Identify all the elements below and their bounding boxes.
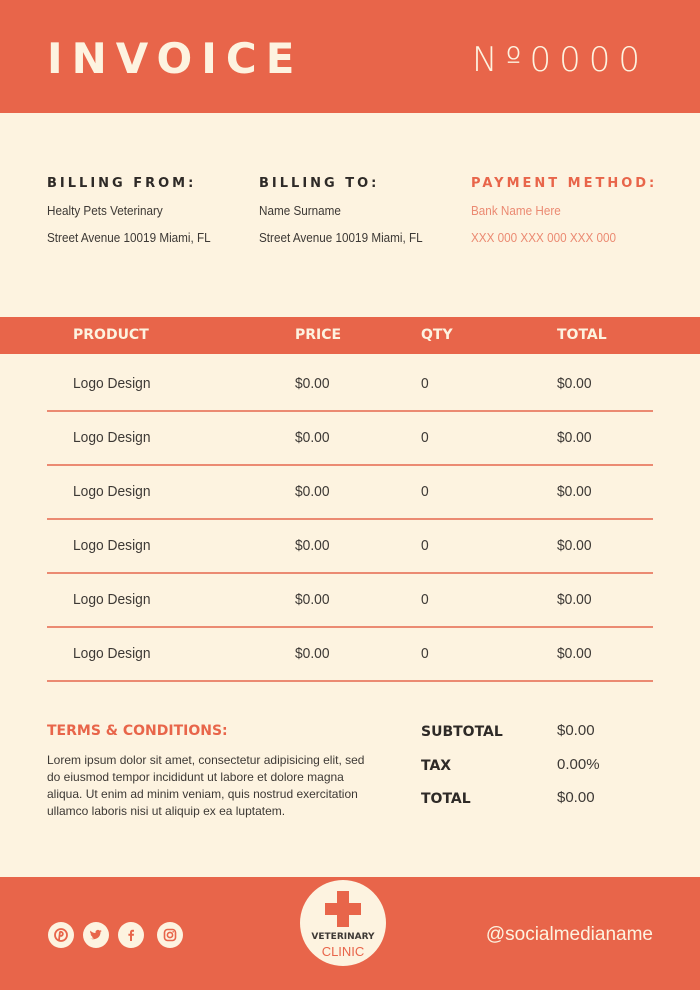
table-row [47, 358, 653, 412]
invoice-number: Nº0000 [472, 40, 648, 80]
instagram-icon[interactable] [157, 922, 183, 948]
pinterest-icon[interactable] [48, 922, 74, 948]
price-cell: $0.00 [295, 483, 330, 500]
qty-cell: 0 [421, 537, 429, 554]
price-cell: $0.00 [295, 375, 330, 392]
terms-text: Lorem ipsum dolor sit amet, consectetur adipisicing elit, sed do eiusmod tempor incididunt ut labore et dolore magna aliqua. Ut enim ad minim veniam, quis nostrud exercitation ullamco laboris nisi ut aliquip ex ea luptatem. [47, 753, 365, 818]
facebook-icon[interactable] [118, 922, 144, 948]
column-header-qty: QTY [421, 327, 453, 343]
invoice-title: INVOICE [47, 34, 304, 83]
billing-to-line: Street Avenue 10019 Miami, FL [259, 230, 423, 245]
medical-cross-icon [325, 891, 361, 927]
qty-cell: 0 [421, 591, 429, 608]
total-value: $0.00 [557, 789, 595, 806]
table-row [47, 574, 653, 628]
price-cell: $0.00 [295, 429, 330, 446]
qty-cell: 0 [421, 429, 429, 446]
total-cell: $0.00 [557, 429, 592, 446]
column-header-product: PRODUCT [73, 327, 149, 343]
qty-cell: 0 [421, 375, 429, 392]
product-cell: Logo Design [73, 645, 151, 662]
tax-label: TAX [421, 758, 452, 774]
terms-heading: TERMS & CONDITIONS: [47, 723, 228, 739]
product-cell: Logo Design [73, 591, 151, 608]
price-cell: $0.00 [295, 537, 330, 554]
billing-from [47, 176, 229, 245]
price-cell: $0.00 [295, 591, 330, 608]
price-cell: $0.00 [295, 645, 330, 662]
total-label: TOTAL [421, 791, 471, 807]
product-cell: Logo Design [73, 375, 151, 392]
invoice-header [0, 0, 700, 113]
tax-value: 0.00% [557, 756, 600, 773]
total-cell: $0.00 [557, 537, 592, 554]
billing-from-heading: BILLING FROM: [47, 176, 197, 191]
subtotal-value: $0.00 [557, 722, 595, 739]
qty-cell: 0 [421, 483, 429, 500]
logo-text-veterinary: VETERINARY [311, 932, 375, 942]
total-cell: $0.00 [557, 483, 592, 500]
payment-method [471, 176, 657, 245]
table-row [47, 628, 653, 682]
qty-cell: 0 [421, 645, 429, 662]
total-cell: $0.00 [557, 375, 592, 392]
total-cell: $0.00 [557, 591, 592, 608]
payment-account-number: XXX 000 XXX 000 XXX 000 [471, 230, 617, 245]
table-header [0, 317, 700, 354]
total-cell: $0.00 [557, 645, 592, 662]
twitter-icon[interactable] [83, 922, 109, 948]
line-items [47, 358, 653, 682]
product-cell: Logo Design [73, 537, 151, 554]
column-header-price: PRICE [295, 327, 342, 343]
column-header-total: TOTAL [557, 327, 607, 343]
product-cell: Logo Design [73, 483, 151, 500]
billing-from-line: Healty Pets Veterinary [47, 203, 163, 218]
logo-text-clinic: CLINIC [321, 944, 365, 959]
billing-to-heading: BILLING TO: [259, 176, 380, 191]
table-row [47, 520, 653, 574]
payment-method-heading: PAYMENT METHOD: [471, 176, 658, 191]
billing-to [259, 176, 441, 245]
table-row [47, 466, 653, 520]
table-row [47, 412, 653, 466]
payment-bank-name: Bank Name Here [471, 203, 561, 218]
subtotal-label: SUBTOTAL [421, 724, 503, 740]
clinic-logo [300, 880, 386, 966]
product-cell: Logo Design [73, 429, 151, 446]
social-media-handle[interactable]: @socialmedianame [485, 924, 653, 945]
billing-to-line: Name Surname [259, 203, 341, 218]
billing-from-line: Street Avenue 10019 Miami, FL [47, 230, 211, 245]
